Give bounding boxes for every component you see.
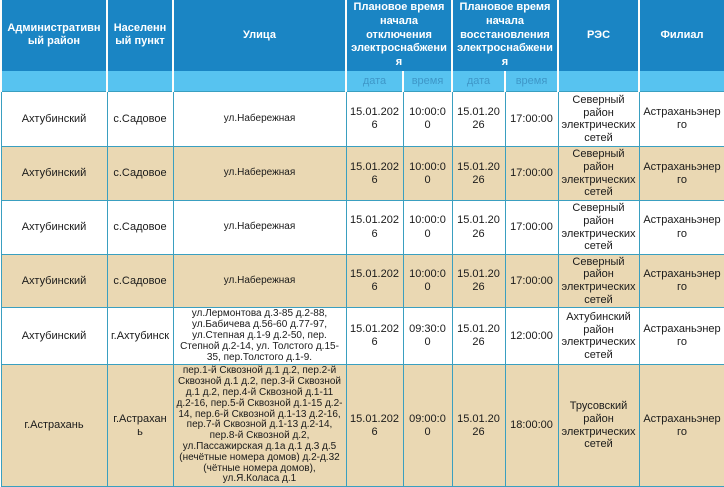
cell-street: ул.Набережная xyxy=(173,254,346,308)
cell-restore-time: 18:00:00 xyxy=(505,365,558,487)
subheader-outage-date: дата xyxy=(346,71,403,92)
cell-outage-time: 10:00:00 xyxy=(403,147,452,201)
table-row xyxy=(1,308,724,365)
subheader-district-empty xyxy=(1,71,107,92)
cell-restore-date: 15.01.2026 xyxy=(452,254,505,308)
header-outage-time: Плановое время начала отключения электроснабжения xyxy=(346,0,452,71)
cell-street: ул.Набережная xyxy=(173,201,346,255)
table-row xyxy=(1,365,724,487)
subheader-street-empty xyxy=(173,71,346,92)
header-district: Административный район xyxy=(1,0,107,71)
cell-res: Северный район электрических сетей xyxy=(558,201,639,255)
cell-district: Ахтубинский xyxy=(1,201,107,255)
table-row xyxy=(1,201,724,255)
cell-outage-time: 09:30:00 xyxy=(403,308,452,365)
cell-res: Северный район электрических сетей xyxy=(558,254,639,308)
header-branch: Филиал xyxy=(639,0,724,71)
cell-district: Ахтубинский xyxy=(1,92,107,147)
cell-outage-time: 09:00:00 xyxy=(403,365,452,487)
subheader-restore-time: время xyxy=(505,71,558,92)
cell-res: Северный район электрических сетей xyxy=(558,92,639,147)
cell-restore-time: 17:00:00 xyxy=(505,201,558,255)
cell-restore-date: 15.01.2026 xyxy=(452,308,505,365)
cell-outage-date: 15.01.2026 xyxy=(346,147,403,201)
cell-branch: Астраханьэнерго xyxy=(639,92,724,147)
subheader-res-empty xyxy=(558,71,639,92)
cell-street: ул.Набережная xyxy=(173,92,346,147)
table-header xyxy=(1,0,724,92)
cell-outage-date: 15.01.2026 xyxy=(346,201,403,255)
cell-branch: Астраханьэнерго xyxy=(639,365,724,487)
cell-outage-time: 10:00:00 xyxy=(403,201,452,255)
subheader-settlement-empty xyxy=(107,71,173,92)
cell-res: Ахтубинский район электрических сетей xyxy=(558,308,639,365)
cell-district: г.Астрахань xyxy=(1,365,107,487)
cell-outage-time: 10:00:00 xyxy=(403,254,452,308)
header-res: РЭС xyxy=(558,0,639,71)
cell-outage-time: 10:00:00 xyxy=(403,92,452,147)
cell-restore-time: 12:00:00 xyxy=(505,308,558,365)
cell-outage-date: 15.01.2026 xyxy=(346,92,403,147)
subheader-outage-time: время xyxy=(403,71,452,92)
cell-res: Северный район электрических сетей xyxy=(558,147,639,201)
table-body xyxy=(1,92,724,487)
cell-settlement: г.Ахтубинск xyxy=(107,308,173,365)
subheader-branch-empty xyxy=(639,71,724,92)
cell-branch: Астраханьэнерго xyxy=(639,254,724,308)
cell-street: ул.Набережная xyxy=(173,147,346,201)
cell-outage-date: 15.01.2026 xyxy=(346,254,403,308)
cell-restore-date: 15.01.2026 xyxy=(452,147,505,201)
cell-restore-time: 17:00:00 xyxy=(505,92,558,147)
table-row xyxy=(1,254,724,308)
cell-restore-date: 15.01.2026 xyxy=(452,201,505,255)
header-restore-time: Плановое время начала восстановления электроснабжения xyxy=(452,0,558,71)
table-row xyxy=(1,92,724,147)
cell-settlement: с.Садовое xyxy=(107,92,173,147)
cell-restore-date: 15.01.2026 xyxy=(452,92,505,147)
cell-street: ул.Лермонтова д.3-85 д.2-88, ул.Бабичева д.56-60 д.77-97, ул.Степная д.1-9 д.2-50, пер. Степной д.2-14, ул. Толстого д.15-35, пер.Толстого д.1-9. xyxy=(173,308,346,365)
cell-district: Ахтубинский xyxy=(1,308,107,365)
cell-settlement: г.Астрахань xyxy=(107,365,173,487)
cell-settlement: с.Садовое xyxy=(107,201,173,255)
cell-outage-date: 15.01.2026 xyxy=(346,308,403,365)
cell-branch: Астраханьэнерго xyxy=(639,308,724,365)
cell-outage-date: 15.01.2026 xyxy=(346,365,403,487)
cell-settlement: с.Садовое xyxy=(107,147,173,201)
cell-street: пер.1-й Сквозной д.1 д.2, пер.2-й Сквозной д.1 д.2, пер.3-й Сквозной д.1 д.2, пер.4-й Сквозной д.1-11 д.2-16, пер.5-й Сквозной д.1-15 д.2-14, пер.6-й Сквозной д.1-13 д.2-16, пер.7-й Сквозной д.1-13 д.2-14, пер.8-й Сквозной д.2, ул.Пассажирская д.1а д.1 д.3 д.5 (нечётные номера домов) д.2-д.32 (чётные номера домов), ул.Я.Коласа д.1 xyxy=(173,365,346,487)
cell-res: Трусовский район электрических сетей xyxy=(558,365,639,487)
table-row xyxy=(1,147,724,201)
cell-district: Ахтубинский xyxy=(1,254,107,308)
cell-branch: Астраханьэнерго xyxy=(639,147,724,201)
cell-restore-time: 17:00:00 xyxy=(505,147,558,201)
cell-restore-time: 17:00:00 xyxy=(505,254,558,308)
cell-restore-date: 15.01.2026 xyxy=(452,365,505,487)
cell-district: Ахтубинский xyxy=(1,147,107,201)
header-street: Улица xyxy=(173,0,346,71)
header-settlement: Населенный пункт xyxy=(107,0,173,71)
cell-settlement: с.Садовое xyxy=(107,254,173,308)
cell-branch: Астраханьэнерго xyxy=(639,201,724,255)
subheader-restore-date: дата xyxy=(452,71,505,92)
